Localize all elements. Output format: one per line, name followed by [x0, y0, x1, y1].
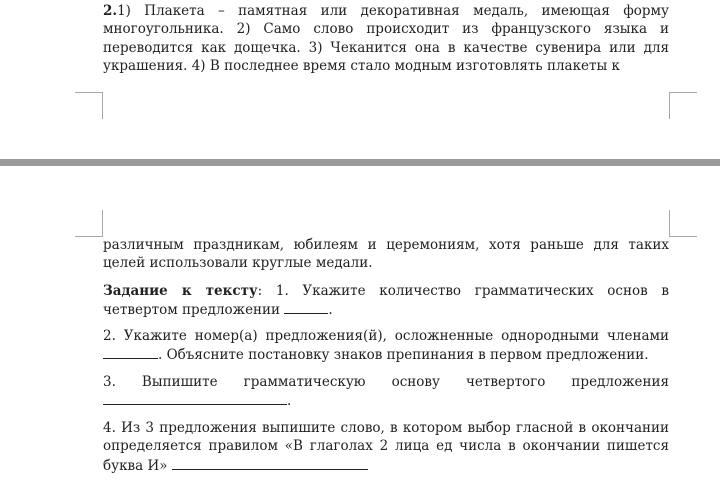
task-label: Задание к тексту — [103, 283, 258, 299]
question-3-tail: . — [287, 393, 292, 410]
answer-blank-2 — [103, 345, 158, 359]
page-corner-mark-bottom-left — [75, 210, 103, 237]
question-4 — [103, 419, 669, 475]
question-1-tail: . — [328, 302, 333, 319]
answer-blank-3 — [103, 391, 287, 405]
task-number: 2. — [103, 3, 118, 19]
paragraph-task-2 — [103, 2, 669, 75]
page-corner-mark-bottom-right — [669, 210, 697, 237]
page-corner-mark-top-left — [75, 92, 103, 119]
question-1 — [103, 282, 669, 320]
question-4-text: 4. Из 3 предложения выпишите слово, в котором выбор гласной в окончании определяется правилом «В глаголах 2 лица ед числа в окончании пишется буква И» — [103, 420, 669, 474]
question-1-text: : 1. Укажите количество грамматических основ в четвертом предложении — [103, 283, 669, 319]
question-2-tail: . Объясните постановку знаков препинания в первом предложении. — [158, 347, 649, 364]
question-2-text: 2. Укажите номер(а) предложения(й), осложненные однородными членами — [103, 328, 669, 344]
document-page-1 — [0, 0, 720, 159]
answer-blank-1 — [284, 300, 328, 314]
question-3-text: 3. Выпишите грамматическую основу четвертого предложения — [103, 374, 669, 390]
paragraph-continuation: различным праздникам, юбилеям и церемониям, хотя раньше для таких целей использовали круглые медали. — [103, 237, 669, 272]
task-2-text: 1) Плакета – памятная или декоративная медаль, имеющая форму многоугольника. 2) Само слово происходит из французского языка и переводится как дощечка. 3) Чеканится она в качестве сувенира или для украшения. 4) В последнее время стало модным изготовлять плакеты к — [103, 3, 669, 74]
question-3 — [103, 373, 669, 411]
question-2 — [103, 327, 669, 365]
page-corner-mark-top-right — [669, 92, 697, 119]
page-break-separator — [0, 159, 720, 166]
answer-blank-4 — [172, 456, 368, 470]
